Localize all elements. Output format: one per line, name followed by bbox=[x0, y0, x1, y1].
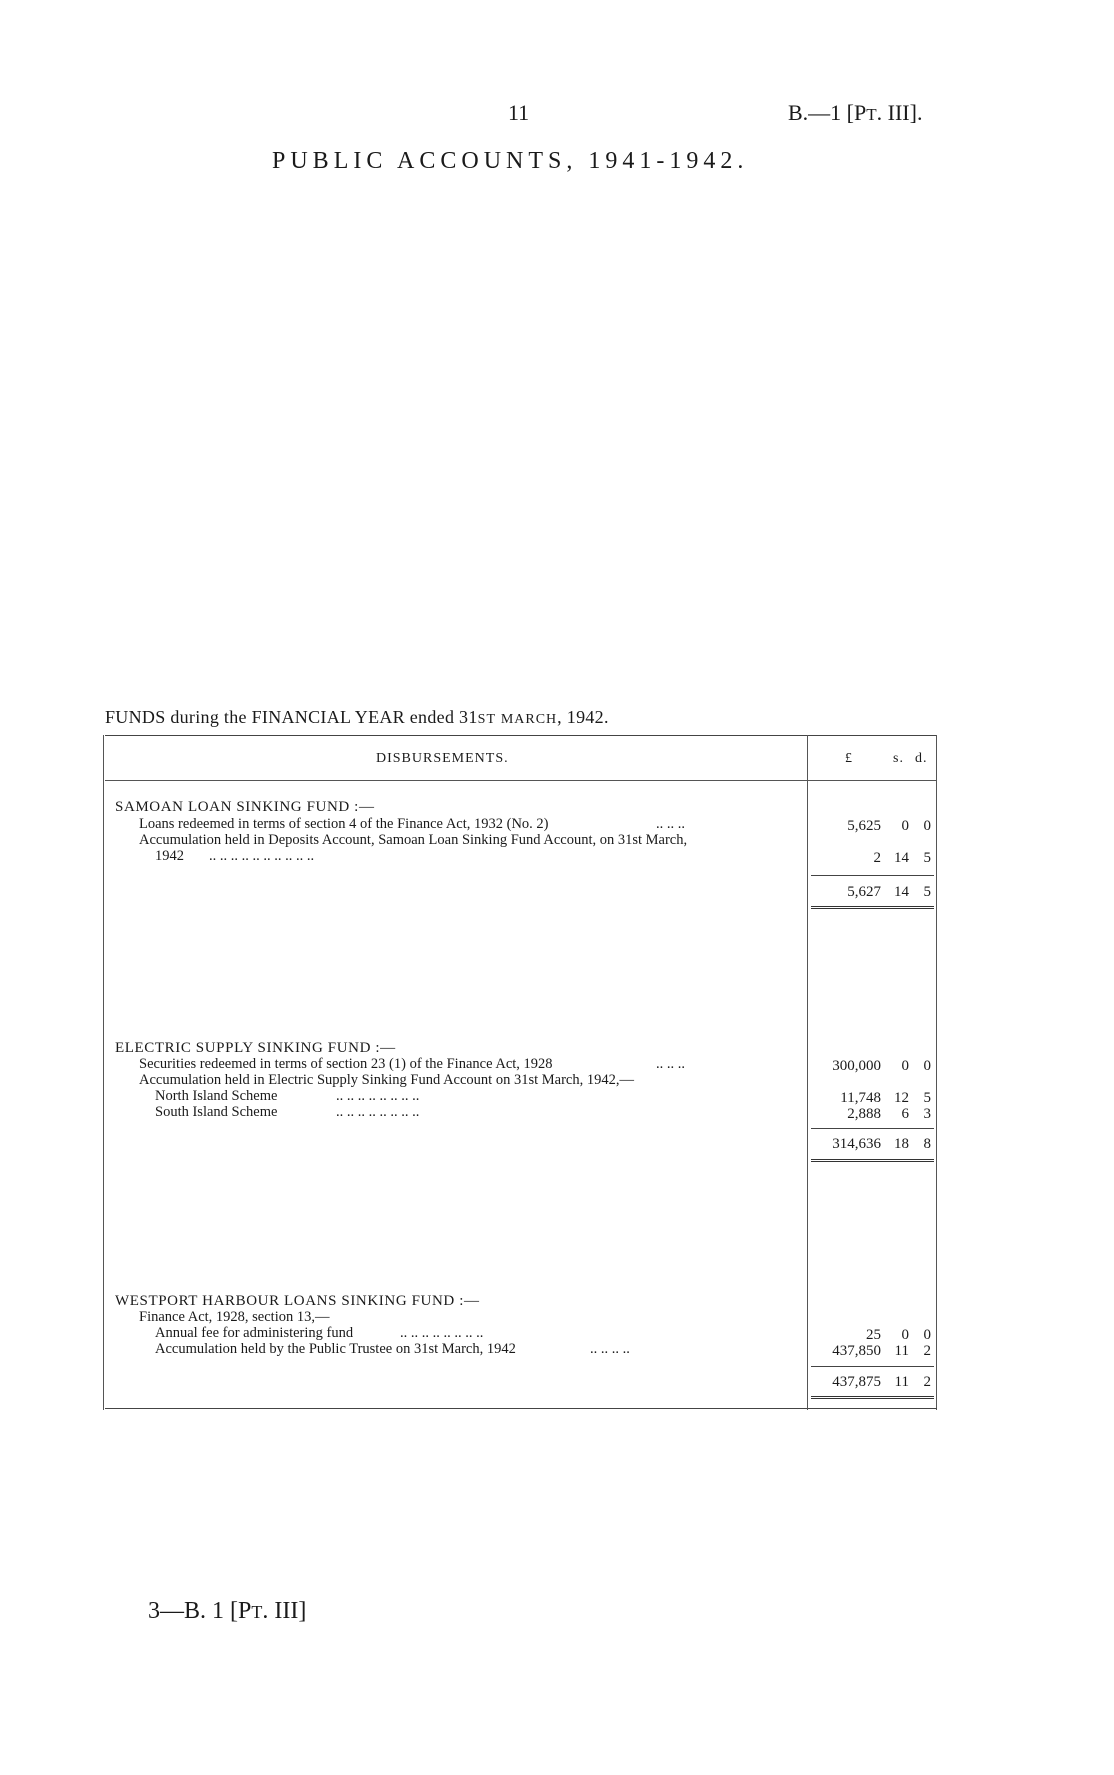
heading-ordinal: ST bbox=[477, 712, 496, 727]
total-double-rule bbox=[811, 906, 934, 909]
total-shillings: 18 bbox=[894, 1136, 909, 1152]
column-header-shillings: s. bbox=[893, 751, 904, 766]
amount-shillings: 12 bbox=[894, 1090, 909, 1106]
footer-ref-main: 3—B. 1 [P bbox=[148, 1598, 252, 1624]
line-item-text: Securities redeemed in terms of section 23 (1) of the Finance Act, 1928 bbox=[139, 1056, 553, 1072]
amount-pounds: 300,000 bbox=[832, 1058, 881, 1074]
total-double-rule bbox=[811, 1396, 934, 1399]
line-item-text: South Island Scheme bbox=[155, 1104, 278, 1120]
doc-ref-main: B.—1 [P bbox=[788, 100, 867, 125]
subtotal-rule bbox=[811, 1128, 934, 1129]
leader-dots: .. .. .. .. .. .. .. .. .. .. bbox=[209, 848, 315, 864]
leader-dots: .. .. .. bbox=[656, 1056, 685, 1072]
heading-year: , 1942. bbox=[557, 707, 609, 727]
leader-dots: .. .. .. .. .. .. .. .. bbox=[336, 1104, 420, 1120]
document-reference bbox=[788, 100, 922, 126]
header-rule bbox=[105, 780, 937, 781]
amount-shillings: 14 bbox=[894, 850, 909, 866]
amount-pounds: 437,850 bbox=[832, 1343, 881, 1359]
total-double-rule bbox=[811, 1159, 934, 1162]
leader-dots: .. .. .. .. .. .. .. .. bbox=[400, 1325, 484, 1341]
doc-ref-smallcaps: T bbox=[866, 105, 877, 124]
table-right-rule bbox=[936, 735, 937, 1410]
amount-pence: 2 bbox=[923, 1343, 931, 1359]
amount-pounds: 25 bbox=[866, 1327, 881, 1343]
total-shillings: 11 bbox=[894, 1374, 909, 1390]
amount-column-divider bbox=[807, 735, 808, 1410]
amount-pence: 5 bbox=[923, 850, 931, 866]
amount-shillings: 0 bbox=[901, 1058, 909, 1074]
doc-ref-end: . III]. bbox=[876, 100, 923, 125]
amount-pounds: 2,888 bbox=[847, 1106, 881, 1122]
column-header-pence: d. bbox=[915, 751, 928, 766]
column-header-pounds: £ bbox=[845, 751, 853, 766]
amount-pounds: 11,748 bbox=[840, 1090, 881, 1106]
amount-shillings: 0 bbox=[901, 1327, 909, 1343]
line-item-text: 1942 bbox=[155, 848, 184, 864]
heading-month: MARCH bbox=[500, 712, 558, 727]
heading-text: FUNDS during the FINANCIAL YEAR ended 31 bbox=[105, 707, 478, 727]
amount-shillings: 11 bbox=[894, 1343, 909, 1359]
amount-shillings: 0 bbox=[901, 818, 909, 834]
table-top-rule bbox=[105, 735, 937, 736]
line-item-text: Accumulation held in Electric Supply Sinking Fund Account on 31st March, 1942,— bbox=[139, 1072, 634, 1088]
leader-dots: .. .. .. .. .. .. .. .. bbox=[336, 1088, 420, 1104]
line-item-text: Accumulation held by the Public Trustee on 31st March, 1942 bbox=[155, 1341, 516, 1357]
section-title-westport-harbour: WESTPORT HARBOUR LOANS SINKING FUND :— bbox=[115, 1293, 480, 1309]
footer-ref-smallcaps: T bbox=[251, 1602, 263, 1622]
amount-pence: 5 bbox=[923, 1090, 931, 1106]
total-pence: 8 bbox=[923, 1136, 931, 1152]
table-left-rule bbox=[103, 735, 104, 1410]
amount-pence: 0 bbox=[923, 1058, 931, 1074]
section-title-samoan: SAMOAN LOAN SINKING FUND :— bbox=[115, 799, 375, 815]
section-title-electric-supply: ELECTRIC SUPPLY SINKING FUND :— bbox=[115, 1040, 396, 1056]
table-heading bbox=[105, 707, 609, 728]
amount-shillings: 6 bbox=[901, 1106, 909, 1122]
total-pounds: 437,875 bbox=[832, 1374, 881, 1390]
subtotal-rule bbox=[811, 1366, 934, 1367]
line-item-text: Finance Act, 1928, section 13,— bbox=[139, 1309, 330, 1325]
amount-pence: 0 bbox=[923, 818, 931, 834]
total-pounds: 314,636 bbox=[832, 1136, 881, 1152]
amount-pounds: 5,625 bbox=[847, 818, 881, 834]
line-item-text: Accumulation held in Deposits Account, Samoan Loan Sinking Fund Account, on 31st March, bbox=[139, 832, 688, 848]
leader-dots: .. .. .. .. bbox=[590, 1341, 630, 1357]
total-pence: 5 bbox=[923, 884, 931, 900]
amount-pounds: 2 bbox=[873, 850, 881, 866]
line-item-text: Annual fee for administering fund bbox=[155, 1325, 354, 1341]
total-pounds: 5,627 bbox=[847, 884, 881, 900]
line-item-text: Loans redeemed in terms of section 4 of the Finance Act, 1932 (No. 2) bbox=[139, 816, 549, 832]
footer-reference bbox=[148, 1598, 306, 1625]
leader-dots: .. .. .. bbox=[656, 816, 685, 832]
total-shillings: 14 bbox=[894, 884, 909, 900]
table-bottom-rule bbox=[105, 1408, 937, 1409]
line-item-text: North Island Scheme bbox=[155, 1088, 278, 1104]
page-number: 11 bbox=[508, 100, 530, 125]
subtotal-rule bbox=[811, 875, 934, 876]
amount-pence: 3 bbox=[923, 1106, 931, 1122]
amount-pence: 0 bbox=[923, 1327, 931, 1343]
footer-ref-end: . III] bbox=[262, 1598, 307, 1624]
column-header-disbursements: DISBURSEMENTS. bbox=[376, 751, 509, 766]
total-pence: 2 bbox=[923, 1374, 931, 1390]
page-title: PUBLIC ACCOUNTS, 1941-1942. bbox=[272, 148, 749, 174]
